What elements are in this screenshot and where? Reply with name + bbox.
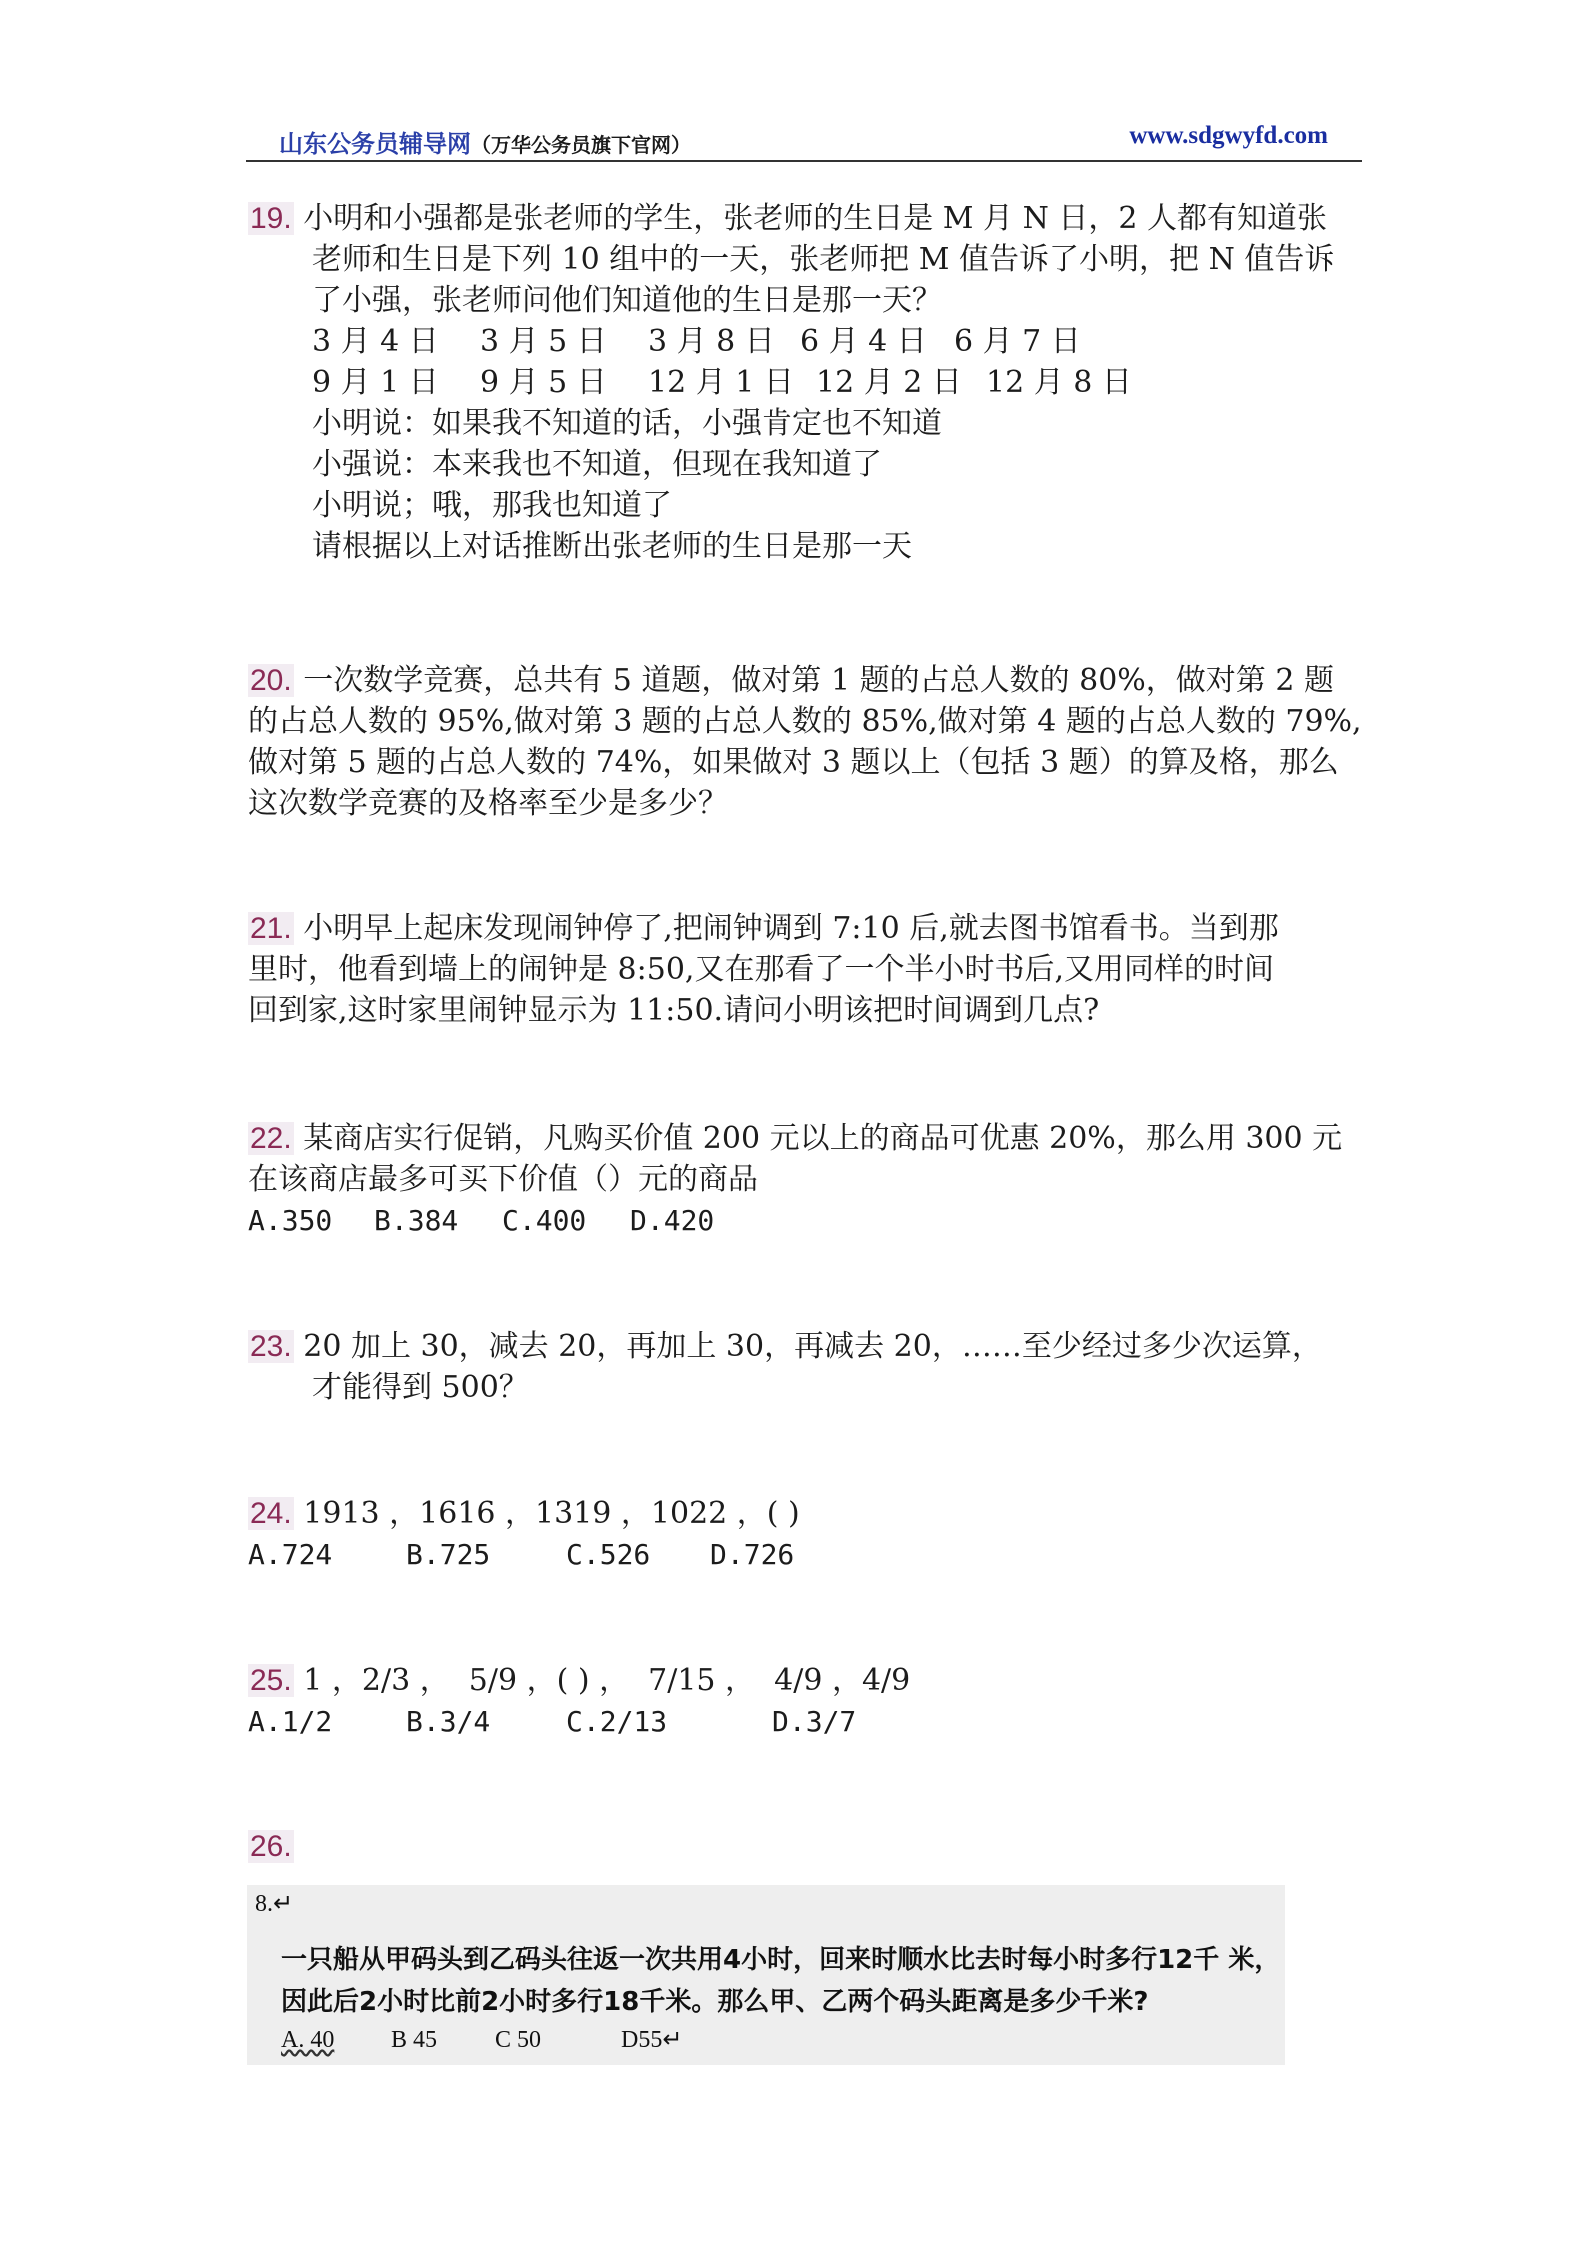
option-d[interactable]: D.420 (630, 1204, 715, 1237)
embedded-question-number: 8.↵ (255, 1891, 294, 1917)
date-option: 3 月 5 日 (480, 324, 607, 359)
embedded-question-text-line: 因此后2小时比前2小时多行18千米。那么甲、乙两个码头距离是多少千米? (281, 1987, 1149, 2017)
dialog-line: 请根据以上对话推断出张老师的生日是那一天 (312, 529, 912, 564)
question-23 (248, 1326, 1364, 1408)
sequence-text: 1913 ，1616 ，1319 ，1022 ，( ) (303, 1496, 800, 1531)
question-text-line: 小明早上起床发现闹钟停了,把闹钟调到 7:10 后,就去图书馆看书。当到那 (303, 911, 1279, 946)
question-text-line: 里时，他看到墙上的闹钟是 8:50,又在那看了一个半小时书后,又用同样的时间 (248, 952, 1274, 987)
question-text-line: 20 加上 30，减去 20，再加上 30，再减去 20，……至少经过多少次运算， (303, 1329, 1322, 1364)
question-number: 25. (250, 1664, 292, 1697)
date-option: 3 月 8 日 (648, 324, 775, 359)
question-number: 19. (250, 202, 292, 235)
question-text-line: 回到家,这时家里闹钟显示为 11:50.请问小明该把时间调到几点? (248, 993, 1100, 1028)
date-option: 12 月 2 日 (816, 365, 962, 400)
option-a[interactable]: A.350 (248, 1204, 333, 1237)
question-26 (248, 1826, 1364, 1867)
date-option: 12 月 8 日 (986, 365, 1132, 400)
option-b[interactable]: B.725 (406, 1538, 491, 1571)
date-row-1 (248, 321, 1364, 362)
option-a[interactable]: A.724 (248, 1538, 333, 1571)
question-19 (248, 198, 1364, 567)
site-subtitle: （万华公务员旗下官网） (471, 133, 691, 157)
dialog-line: 小强说：本来我也不知道，但现在我知道了 (312, 447, 882, 482)
date-option: 9 月 1 日 (312, 365, 439, 400)
question-22 (248, 1118, 1364, 1241)
option-d[interactable]: D.3/7 (772, 1705, 857, 1738)
option-c[interactable]: C.2/13 (566, 1705, 668, 1738)
answer-options (248, 1701, 1364, 1742)
question-text-line: 小明和小强都是张老师的学生，张老师的生日是 M 月 N 日，2 人都有知道张 (303, 201, 1328, 236)
dialog-line: 小明说；哦，那我也知道了 (312, 488, 672, 523)
embedded-option-b[interactable]: B 45 (391, 2027, 438, 2053)
date-option: 9 月 5 日 (480, 365, 607, 400)
site-title[interactable] (279, 124, 691, 159)
question-text-line: 了小强，张老师问他们知道他的生日是那一天？ (312, 283, 942, 318)
question-number: 26. (250, 1830, 292, 1863)
embedded-answer-options (281, 2025, 682, 2054)
question-20 (248, 660, 1364, 824)
embedded-option-d[interactable]: D55↵ (621, 2027, 683, 2053)
site-name: 山东公务员辅导网 (279, 130, 471, 158)
embedded-question-text-line: 一只船从甲码头到乙码头往返一次共用4小时，回来时顺水比去时每小时多行12千 米， (281, 1945, 1281, 1975)
option-b[interactable]: B.384 (374, 1204, 459, 1237)
option-a[interactable]: A.1/2 (248, 1705, 333, 1738)
page-header (246, 122, 1362, 162)
embedded-option-c[interactable]: C 50 (495, 2027, 542, 2053)
question-text-line: 才能得到 500？ (312, 1370, 529, 1405)
question-number: 24. (250, 1497, 292, 1530)
option-c[interactable]: C.400 (502, 1204, 587, 1237)
question-number: 21. (250, 912, 292, 945)
sequence-text: 1 ，2/3 ， 5/9 ，( ) ， 7/15 ， 4/9 ，4/9 (303, 1663, 911, 1698)
embedded-option-a[interactable]: A. 40 (281, 2027, 335, 2053)
answer-options (248, 1200, 1364, 1241)
site-url-link[interactable]: www.sdgwyfd.com (1129, 122, 1328, 149)
question-text-line: 这次数学竞赛的及格率至少是多少？ (248, 786, 728, 821)
question-21 (248, 908, 1364, 1031)
question-text-line: 的占总人数的 95%,做对第 3 题的占总人数的 85%,做对第 4 题的占总人数的 79%, (248, 704, 1362, 739)
question-text-line: 某商店实行促销，凡购买价值 200 元以上的商品可优惠 20%，那么用 300 元 (303, 1121, 1343, 1156)
question-text-line: 在该商店最多可买下价值（）元的商品 (248, 1162, 758, 1197)
date-option: 6 月 4 日 (800, 324, 927, 359)
date-option: 6 月 7 日 (954, 324, 1081, 359)
date-option: 12 月 1 日 (648, 365, 794, 400)
question-number: 20. (250, 664, 292, 697)
question-number: 22. (250, 1122, 292, 1155)
option-d[interactable]: D.726 (710, 1538, 795, 1571)
option-c[interactable]: C.526 (566, 1538, 651, 1571)
date-option: 3 月 4 日 (312, 324, 439, 359)
date-row-2 (248, 362, 1364, 403)
answer-options (248, 1534, 1364, 1575)
option-b[interactable]: B.3/4 (406, 1705, 491, 1738)
embedded-question-image (247, 1885, 1285, 2065)
question-text-line: 老师和生日是下列 10 组中的一天，张老师把 M 值告诉了小明，把 N 值告诉 (312, 242, 1335, 277)
question-24 (248, 1493, 1364, 1575)
question-number: 23. (250, 1330, 292, 1363)
question-25 (248, 1660, 1364, 1742)
question-text-line: 一次数学竞赛，总共有 5 道题，做对第 1 题的占总人数的 80%，做对第 2 题 (303, 663, 1334, 698)
question-text-line: 做对第 5 题的占总人数的 74%，如果做对 3 题以上（包括 3 题）的算及格，那么 (248, 745, 1339, 780)
dialog-line: 小明说：如果我不知道的话，小强肯定也不知道 (312, 406, 942, 441)
